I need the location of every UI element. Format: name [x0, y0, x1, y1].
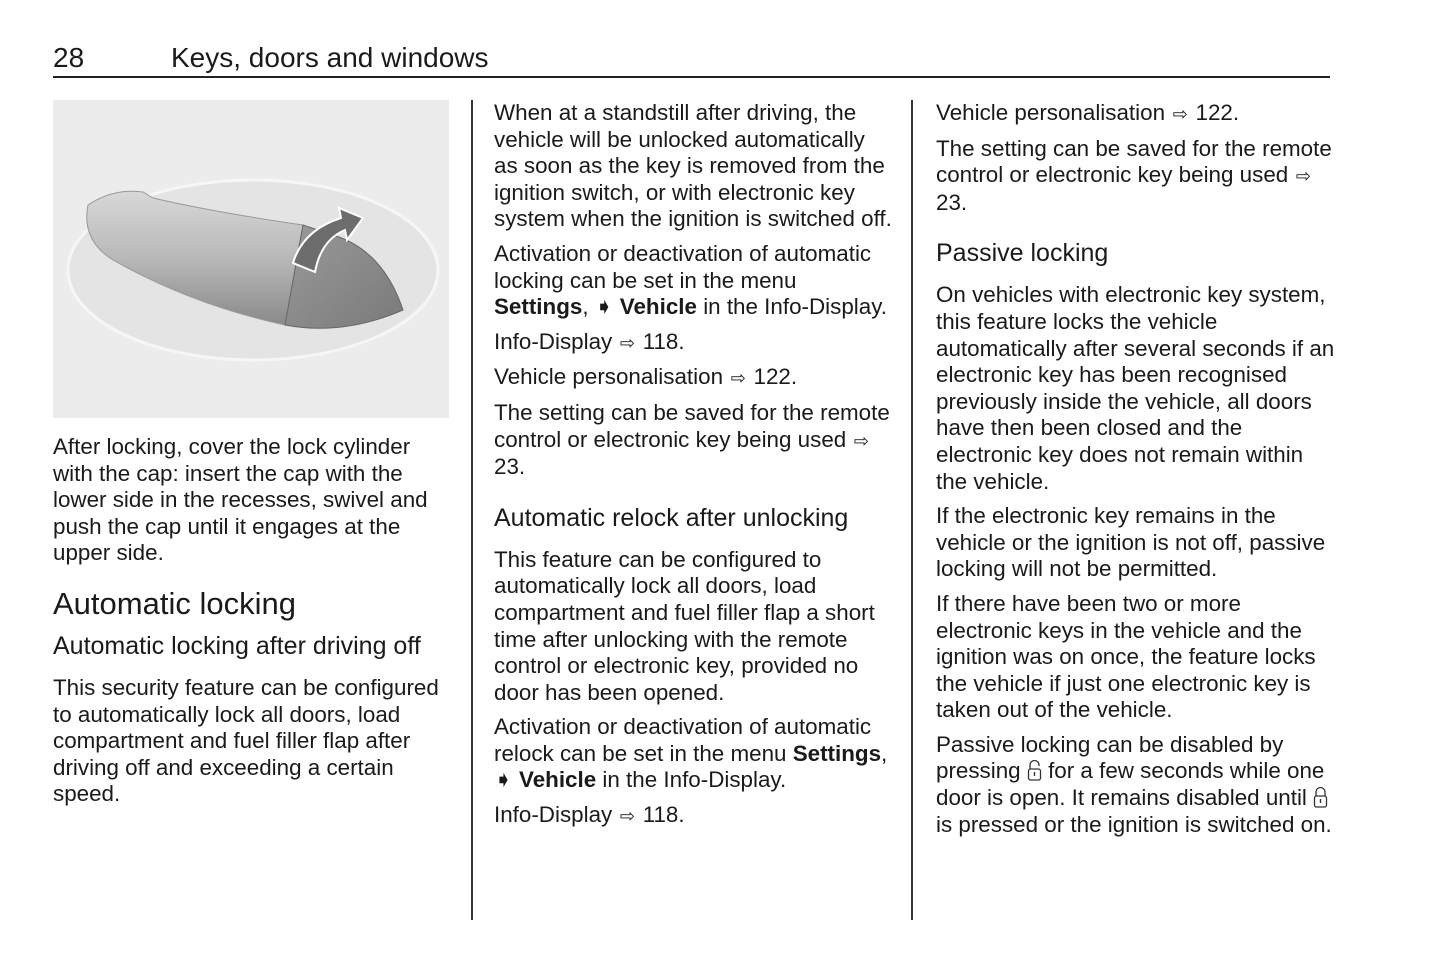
- paragraph-security-feature: This security feature can be configured to automatically lock all doors, load compartment and fuel filler flap after driving off and exceeding a certain speed.: [53, 674, 439, 807]
- xref-page: 122.: [753, 364, 798, 390]
- xref-page[interactable]: 23.: [494, 454, 526, 480]
- text: Passive locking can be disabled by pressing: [936, 731, 1284, 784]
- text: The setting can be saved for the remote control or electronic key being used: [936, 135, 1332, 188]
- menu-vehicle: Vehicle: [619, 294, 697, 320]
- paragraph-cap-instructions: After locking, cover the lock cylinder with the cap: insert the cap with the lower side in the recesses, swivel and push the cap until it engages at the upper side.: [53, 434, 428, 566]
- xref-info-display[interactable]: [494, 802, 894, 830]
- paragraph-passive-3: If there have been two or more electronic keys in the vehicle and the ignition was on once, the feature locks the vehicle if just one electronic key is taken out of the vehicle.: [936, 590, 1316, 723]
- xref-page: 118.: [642, 802, 685, 828]
- page-header: [53, 40, 1330, 78]
- subheading-passive-locking: Passive locking: [936, 239, 1109, 268]
- subheading-after-driving-off: Automatic locking after driving off: [53, 631, 421, 660]
- text: for a few seconds while one door is open. It remains disabled until: [936, 758, 1325, 811]
- xref-arrow-icon: ⇨: [853, 430, 870, 451]
- text: Activation or deactivation of automatic locking can be set in the menu: [494, 240, 872, 293]
- xref-label: Info-Display: [494, 802, 613, 828]
- text: The setting can be saved for the remote control or electronic key being used: [494, 399, 890, 452]
- xref-arrow-icon: ⇨: [1295, 166, 1312, 187]
- nav-arrow-icon: ➧: [594, 294, 614, 320]
- column-1: [53, 100, 453, 816]
- text: Activation or deactivation of automatic relock can be set in the menu: [494, 714, 872, 766]
- xref-page: 122.: [1195, 100, 1240, 125]
- xref-vehicle-personalisation[interactable]: [936, 100, 1336, 128]
- unlock-icon: [1027, 759, 1042, 781]
- heading-automatic-locking: Automatic locking: [53, 585, 296, 621]
- page-number: 28: [53, 42, 85, 73]
- paragraph-setting-saved: [494, 400, 894, 481]
- xref-arrow-icon: ⇨: [1172, 104, 1188, 124]
- xref-arrow-icon: ⇨: [619, 806, 635, 827]
- text: in the Info-Display.: [696, 294, 887, 320]
- lock-icon: [1313, 786, 1328, 808]
- xref-label: Vehicle personalisation: [936, 100, 1166, 125]
- column-divider: [911, 100, 913, 920]
- column-divider: [471, 100, 473, 920]
- nav-arrow-icon: ➧: [494, 767, 513, 793]
- xref-page: 118.: [642, 328, 685, 354]
- paragraph-passive-1: On vehicles with electronic key system, this feature locks the vehicle automatically after several seconds if an electronic key has been recognised previously inside the vehicle, all doors have then been closed and the electronic key does not remain within the vehicle.: [936, 282, 1335, 494]
- menu-vehicle: Vehicle: [519, 767, 597, 793]
- column-2: [494, 100, 894, 838]
- paragraph-activation-relock: Activation or deactivation of automatic relock can be set in the menu Settings, ➧ Vehicle in the Info-Display.: [494, 714, 888, 793]
- paragraph-setting-saved: [936, 136, 1336, 217]
- paragraph-standstill: When at a standstill after driving, the vehicle will be unlocked automatically as soon as the key is removed from the ignition switch, or with electronic key system when the ignition is switched off.: [494, 100, 892, 232]
- column-3: [936, 100, 1336, 846]
- xref-vehicle-personalisation[interactable]: [494, 364, 894, 392]
- xref-arrow-icon: ⇨: [619, 332, 635, 353]
- chapter-title: Keys, doors and windows: [171, 42, 489, 73]
- menu-settings: Settings: [494, 294, 583, 320]
- door-handle-illustration: [53, 100, 449, 418]
- xref-label: Info-Display: [494, 328, 613, 354]
- xref-page[interactable]: 23.: [936, 189, 968, 215]
- paragraph-activation-locking: Activation or deactivation of automatic locking can be set in the menu Settings, ➧ Vehicle in the Info-Display.: [494, 240, 887, 320]
- xref-info-display[interactable]: [494, 329, 894, 357]
- menu-settings: Settings: [792, 740, 882, 766]
- subheading-relock: Automatic relock after unlocking: [494, 503, 849, 532]
- paragraph-passive-2: If the electronic key remains in the vehicle or the ignition is not off, passive locking will not be permitted.: [936, 503, 1326, 582]
- xref-label: Vehicle personalisation: [494, 364, 724, 390]
- xref-arrow-icon: ⇨: [730, 368, 746, 389]
- paragraph-passive-disable: [936, 732, 1336, 838]
- text: is pressed or the ignition is switched on.: [936, 811, 1332, 837]
- paragraph-relock: This feature can be configured to automatically lock all doors, load compartment and fuel filler flap a short time after unlocking with the remote control or electronic key, provided no door has been opened.: [494, 546, 875, 705]
- door-handle-figure: [53, 100, 449, 418]
- text: in the Info-Display.: [596, 767, 787, 793]
